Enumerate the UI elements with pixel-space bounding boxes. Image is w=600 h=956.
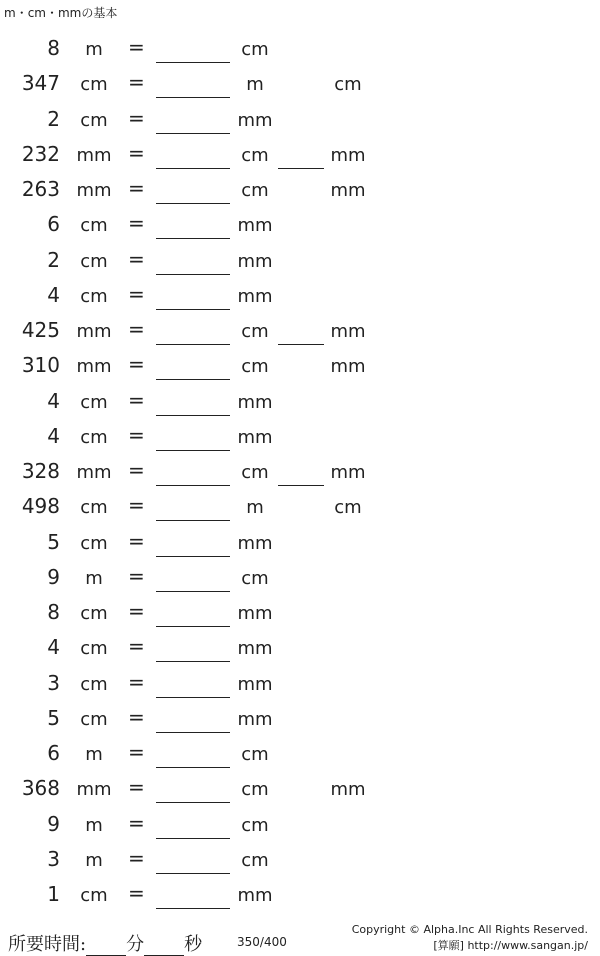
copyright-block (352, 922, 588, 954)
to-unit-secondary: mm (330, 144, 366, 166)
problem-number: 2 (47, 106, 60, 131)
from-unit: cm (80, 426, 108, 448)
answer-blank[interactable] (156, 274, 230, 275)
equals-sign: = (128, 422, 145, 447)
problem-row (0, 383, 600, 418)
problem-row (0, 735, 600, 770)
to-unit: mm (237, 250, 273, 272)
problem-row (0, 488, 600, 523)
equals-sign: = (128, 105, 145, 130)
problem-row (0, 524, 600, 559)
answer-blank[interactable] (156, 520, 230, 521)
equals-sign: = (128, 634, 145, 659)
problem-number: 4 (47, 282, 60, 307)
page-number: 350/400 (237, 935, 287, 949)
to-unit: mm (237, 109, 273, 131)
equals-sign: = (128, 317, 145, 341)
equals-sign: = (128, 458, 145, 482)
answer-blank[interactable] (156, 344, 230, 345)
problem-row (0, 171, 600, 206)
problem-number: 3 (47, 670, 60, 695)
problem-number: 6 (47, 741, 60, 765)
problem-list (0, 30, 600, 911)
answer-blank[interactable] (156, 133, 230, 134)
answer-blank-secondary[interactable] (278, 485, 324, 486)
equals-sign: = (128, 35, 145, 59)
problem-number: 4 (47, 635, 60, 660)
problem-number: 232 (21, 141, 60, 166)
problem-number: 328 (21, 459, 60, 483)
problem-number: 9 (47, 564, 60, 589)
equals-sign: = (128, 810, 145, 835)
problem-row (0, 65, 600, 100)
to-unit: mm (237, 285, 273, 307)
problem-row (0, 629, 600, 664)
problem-number: 4 (47, 423, 60, 448)
to-unit-secondary: cm (334, 497, 362, 519)
equals-sign: = (128, 881, 145, 905)
equals-sign: = (128, 70, 145, 95)
problem-number: 368 (21, 776, 60, 801)
equals-sign: = (128, 281, 145, 306)
problem-row (0, 876, 600, 911)
to-unit: cm (241, 744, 269, 765)
to-unit: mm (237, 638, 273, 660)
problem-row (0, 418, 600, 453)
from-unit: mm (76, 144, 112, 166)
problem-number: 498 (21, 494, 60, 519)
equals-sign: = (128, 176, 145, 200)
from-unit: cm (80, 74, 108, 96)
problem-number: 310 (21, 353, 60, 378)
from-unit: mm (76, 779, 112, 801)
answer-blank[interactable] (156, 379, 230, 380)
minutes-label: 分 (126, 934, 145, 955)
problem-number: 5 (47, 529, 60, 554)
answer-blank[interactable] (156, 661, 230, 662)
to-unit: cm (241, 567, 269, 589)
to-unit: cm (241, 321, 269, 342)
equals-sign: = (128, 246, 145, 271)
to-unit: m (246, 74, 264, 96)
problem-number: 1 (47, 882, 60, 906)
answer-blank-secondary[interactable] (278, 168, 324, 169)
to-unit: cm (241, 779, 269, 801)
from-unit: m (85, 744, 103, 765)
to-unit-secondary: mm (330, 462, 366, 483)
problem-row (0, 312, 600, 347)
to-unit-secondary: mm (330, 321, 366, 342)
to-unit: cm (241, 849, 269, 871)
answer-blank[interactable] (156, 697, 230, 698)
answer-blank[interactable] (156, 838, 230, 839)
equals-sign: = (128, 211, 145, 236)
problem-row (0, 665, 600, 700)
time-label: 所要時間: (8, 934, 87, 955)
from-unit: cm (80, 215, 108, 237)
to-unit: mm (237, 708, 273, 730)
problem-number: 6 (47, 212, 60, 237)
problem-row (0, 347, 600, 382)
seconds-label: 秒 (184, 934, 203, 955)
answer-blank[interactable] (156, 873, 230, 874)
from-unit: cm (80, 708, 108, 730)
equals-sign: = (128, 140, 145, 165)
from-unit: cm (80, 109, 108, 131)
answer-blank[interactable] (156, 591, 230, 592)
answer-blank[interactable] (156, 238, 230, 239)
answer-blank[interactable] (156, 732, 230, 733)
from-unit: m (85, 39, 103, 60)
problem-row (0, 453, 600, 488)
to-unit: mm (237, 885, 273, 906)
answer-blank[interactable] (156, 485, 230, 486)
problem-row (0, 136, 600, 171)
from-unit: mm (76, 321, 112, 342)
to-unit: mm (237, 673, 273, 695)
answer-blank-secondary[interactable] (278, 344, 324, 345)
equals-sign: = (128, 704, 145, 729)
equals-sign: = (128, 669, 145, 694)
answer-blank[interactable] (156, 309, 230, 310)
problem-number: 8 (47, 36, 60, 60)
answer-blank[interactable] (156, 908, 230, 909)
problem-row (0, 277, 600, 312)
problem-row (0, 770, 600, 805)
answer-blank[interactable] (156, 556, 230, 557)
to-unit: cm (241, 180, 269, 201)
from-unit: cm (80, 497, 108, 519)
copyright-text: Copyright © Alpha.Inc All Rights Reserved. (351, 923, 588, 936)
minutes-blank[interactable] (86, 937, 126, 956)
to-unit: m (246, 497, 264, 519)
answer-blank[interactable] (156, 62, 230, 63)
to-unit: cm (241, 814, 269, 836)
equals-sign: = (128, 387, 145, 412)
problem-row (0, 700, 600, 735)
from-unit: mm (76, 462, 112, 483)
from-unit: mm (76, 356, 112, 378)
seconds-blank[interactable] (144, 937, 184, 956)
problem-row (0, 30, 600, 65)
problem-row (0, 559, 600, 594)
answer-blank[interactable] (156, 97, 230, 98)
from-unit: cm (80, 250, 108, 272)
answer-blank[interactable] (156, 203, 230, 204)
problem-row (0, 242, 600, 277)
problem-number: 5 (47, 705, 60, 730)
answer-blank[interactable] (156, 168, 230, 169)
to-unit: mm (237, 391, 273, 413)
problem-row (0, 806, 600, 841)
to-unit: cm (241, 462, 269, 483)
equals-sign: = (128, 563, 145, 588)
to-unit: cm (241, 356, 269, 378)
problem-number: 3 (47, 846, 60, 871)
problem-number: 425 (21, 318, 60, 342)
from-unit: cm (80, 391, 108, 413)
problem-number: 8 (47, 600, 60, 624)
from-unit: cm (80, 638, 108, 660)
to-unit: mm (237, 426, 273, 448)
to-unit-secondary: cm (334, 74, 362, 96)
site-link[interactable]: [算願] http://www.sangan.jp/ (433, 939, 588, 952)
equals-sign: = (128, 740, 145, 764)
equals-sign: = (128, 775, 145, 800)
time-taken (8, 930, 202, 956)
to-unit: mm (237, 215, 273, 237)
to-unit: cm (241, 39, 269, 60)
answer-blank[interactable] (156, 626, 230, 627)
from-unit: cm (80, 532, 108, 554)
from-unit: m (85, 849, 103, 871)
problem-number: 2 (47, 247, 60, 272)
to-unit-secondary: mm (330, 180, 366, 201)
problem-number: 347 (21, 71, 60, 96)
to-unit: cm (241, 144, 269, 166)
answer-blank[interactable] (156, 450, 230, 451)
to-unit-secondary: mm (330, 356, 366, 378)
from-unit: cm (80, 285, 108, 307)
answer-blank[interactable] (156, 415, 230, 416)
problem-row (0, 206, 600, 241)
equals-sign: = (128, 493, 145, 518)
problem-row (0, 594, 600, 629)
equals-sign: = (128, 599, 145, 623)
from-unit: m (85, 567, 103, 589)
to-unit: mm (237, 532, 273, 554)
problem-row (0, 101, 600, 136)
from-unit: mm (76, 180, 112, 201)
to-unit-secondary: mm (330, 779, 366, 801)
problem-number: 263 (21, 177, 60, 201)
from-unit: cm (80, 603, 108, 624)
from-unit: cm (80, 673, 108, 695)
problem-row (0, 841, 600, 876)
answer-blank[interactable] (156, 767, 230, 768)
worksheet-title: m・cm・mmの基本 (4, 6, 118, 20)
to-unit: mm (237, 603, 273, 624)
answer-blank[interactable] (156, 802, 230, 803)
from-unit: cm (80, 885, 108, 906)
equals-sign: = (128, 352, 145, 377)
problem-number: 4 (47, 388, 60, 413)
equals-sign: = (128, 528, 145, 553)
from-unit: m (85, 814, 103, 836)
equals-sign: = (128, 845, 145, 870)
problem-number: 9 (47, 811, 60, 836)
